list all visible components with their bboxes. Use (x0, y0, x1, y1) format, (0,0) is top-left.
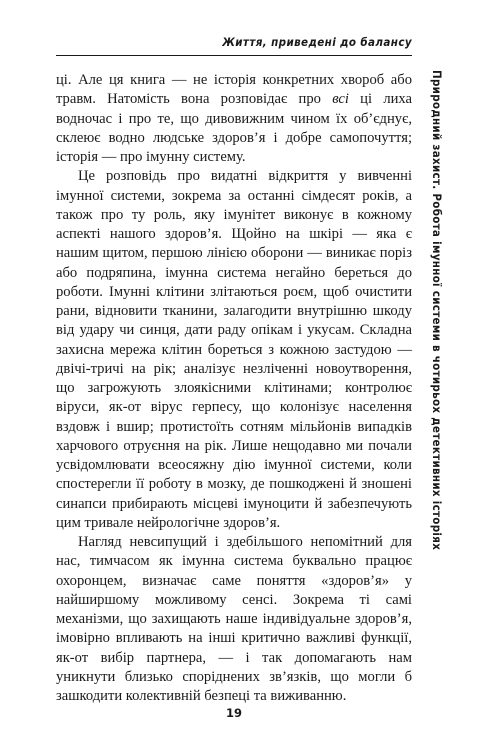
paragraph-2: Це розповідь про видатні відкриття у вивченні імунної системи, зокрема за останні сімдесят років, а також про ту роль, яку імунітет виконує в кожному аспекті нашого здоров’я. Щойно на шкірі — яка є нашим щитом, першою лінією оборони — виникає поріз або подряпина, імунна система негайно береться до роботи. Імунні клітини злітаються роєм, щоб очистити рани, відновити тканини, залагодити внутрішню шкоду від удару чи синця, дати раду опікам і укусам. Складна захисна мережа клітин бореться з кожною застудою — двічі-тричі на рік; аналізує незліченні новоутворення, що загрожують злоякісними клітинами; контролює віруси, як-от вірус герпесу, що колонізує населення вздовж і вшир; протистоїть сотням мільйонів випадків харчового отруєння на рік. Лише нещодавно ми почали усвідомлювати всеосяжну дію імунної системи, коли спостерегли її роботу в мозку, де пошкоджені й зношені синапси прибирають місцеві імуноцити й забезпечують цим тривале нейрологічне здоров’я. (56, 168, 412, 531)
page-number: 19 (225, 706, 242, 720)
paragraph-3: Нагляд невсипущий і здебільшого непомітний для нас, тимчасом як імунна система буквально працює охоронцем, визначає саме поняття «здоров’я» у найширшому можливому сенсі. Зокрема ті самі механізми, що захищають наше індивідуальне здоров’я, імовірно впливають на інші критично важливі функції, як-от вибір партнера, — і так допомагають нам уникнути близько споріднених зв’язків, що могли б зашкодити колективній безпеці та виживанню. (56, 534, 412, 704)
side-book-title: Природний захист. Робота імунної системи в чотирьох детективних історіях (430, 70, 444, 551)
running-header: Життя, приведені до балансу (222, 35, 412, 49)
header-rule (56, 55, 412, 56)
paragraph-1: ці. Але ця книга — не історія конкретних хвороб або травм. Натомість вона розповідає про всі ці лиха водночас і про те, що дивовижним чином їх об’єднує, склеює водно людське здоров’я і добре самопочуття; історія — про імунну систему. (56, 72, 412, 165)
main-text (56, 71, 412, 706)
emphasis-word: всі (332, 91, 349, 108)
